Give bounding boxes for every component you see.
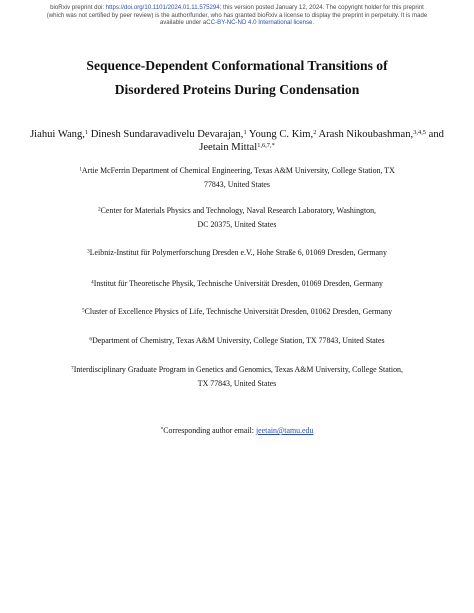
affiliation-marker: 1 xyxy=(79,166,82,173)
affiliation-text-continued: TX 77843, United States xyxy=(197,379,277,388)
corresponding-marker: * xyxy=(160,426,164,433)
affiliation-text: Interdisciplinary Graduate Program in Genetics and Genomics, Texas A&M University, College Station, xyxy=(73,365,403,374)
author-affiliation-marker: 2 xyxy=(313,128,317,136)
author-name: and Jeetain Mittal xyxy=(199,129,444,153)
affiliation-text: Department of Chemistry, Texas A&M University, College Station, TX 77843, United States xyxy=(92,336,385,345)
affiliation-item xyxy=(50,277,424,291)
affiliation-marker: 7 xyxy=(71,365,74,372)
author-affiliation-marker: 3,4,5 xyxy=(413,128,426,136)
notice-line3-suffix: . xyxy=(312,19,315,27)
affiliation-marker: 6 xyxy=(89,336,93,343)
author-affiliation-marker: 1 xyxy=(84,128,89,136)
affiliation-text: Center for Materials Physics and Technology, Naval Research Laboratory, Washington, xyxy=(100,206,377,215)
author-name: Dinesh Sundaravadivelu Devarajan, xyxy=(88,129,244,140)
corresponding-label: Corresponding author email: xyxy=(163,426,256,435)
affiliation-item xyxy=(50,204,424,232)
affiliation-text: Institut für Theoretische Physik, Technische Universität Dresden, 01069 Dresden, Germany xyxy=(93,279,383,288)
doi-link[interactable]: https://doi.org/10.1101/2024.01.11.575294 xyxy=(105,4,220,11)
preprint-notice xyxy=(20,4,454,27)
author-name: Young C. Kim, xyxy=(246,129,314,140)
affiliation-marker: 5 xyxy=(81,307,85,314)
affiliation-marker: 4 xyxy=(91,279,94,286)
author-affiliation-marker: 1,6,7,* xyxy=(257,141,275,149)
corresponding-author xyxy=(50,424,424,438)
author-affiliation-marker: 1 xyxy=(243,128,247,136)
affiliation-item xyxy=(50,164,424,192)
author-list xyxy=(30,128,444,154)
author-name: Arash Nikoubashman, xyxy=(316,129,414,140)
title-line-2: Disordered Proteins During Condensation xyxy=(114,82,360,97)
license-link[interactable]: CC-BY-NC-ND 4.0 International license xyxy=(206,19,313,27)
notice-line3-prefix: available under a xyxy=(159,19,207,27)
notice-line-2: (which was not certified by peer review) is the author/funder, who has granted bioRxiv a license to display the preprint in perpetuity. It is made xyxy=(46,11,428,19)
title-line-1: Sequence-Dependent Conformational Transitions of xyxy=(86,58,388,73)
email-link[interactable]: jeetain@tamu.edu xyxy=(255,426,314,435)
affiliation-item xyxy=(50,305,424,319)
affiliation-item xyxy=(50,334,424,348)
paper-title xyxy=(30,54,444,102)
notice-line1-prefix: bioRxiv preprint doi: xyxy=(50,4,106,11)
affiliation-marker: 3 xyxy=(87,248,90,255)
affiliation-text: Artie McFerrin Department of Chemical Engineering, Texas A&M University, College Station, TX xyxy=(81,166,395,175)
affiliation-text-continued: 77843, United States xyxy=(204,180,270,189)
affiliation-marker: 2 xyxy=(97,206,101,213)
notice-line-3 xyxy=(20,19,454,27)
notice-line-1 xyxy=(20,4,454,12)
affiliation-item xyxy=(50,246,424,260)
affiliation-text-continued: DC 20375, United States xyxy=(197,220,277,229)
notice-line1-suffix: ; this version posted January 12, 2024. The copyright holder for this preprint xyxy=(219,4,424,11)
affiliation-item xyxy=(50,363,424,391)
affiliation-text: Cluster of Excellence Physics of Life, Technische Universität Dresden, 01062 Dresden, Germany xyxy=(84,307,393,316)
author-name: Jiahui Wang, xyxy=(30,129,85,140)
affiliation-text: Leibniz-Institut für Polymerforschung Dresden e.V., Hohe Straße 6, 01069 Dresden, Germany xyxy=(89,248,387,257)
